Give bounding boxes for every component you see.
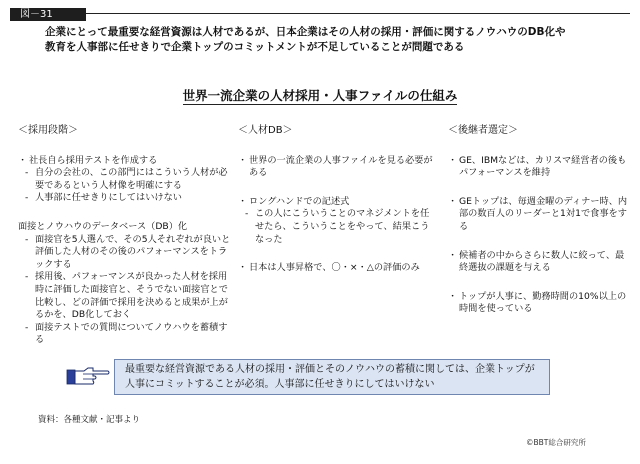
bullet-marker: - <box>245 208 249 220</box>
intro-line-2: 教育を人事部に任せきりで企業トップのコミットメントが不足していることが問題である <box>45 41 465 53</box>
bullet-group <box>448 155 628 180</box>
bullet-group <box>18 221 232 347</box>
list-item <box>18 322 232 347</box>
list-item <box>18 234 232 272</box>
pointing-hand-icon <box>66 364 110 388</box>
list-item-text: 自分の会社の、この部門にはこういう人材が必要であるという人材像を明確にする <box>35 167 228 191</box>
column-succession <box>448 125 628 323</box>
bullet-group <box>448 291 628 316</box>
header-rule <box>10 13 630 14</box>
bullet-marker: ・ <box>448 249 458 261</box>
list-item <box>448 250 628 275</box>
bullet-marker: ・ <box>238 195 248 207</box>
list-item <box>448 291 628 316</box>
bullet-marker: - <box>25 321 29 333</box>
list-item <box>238 208 434 246</box>
list-item-text: 面接官を5人選んで、その5人それぞれが良いと評価した人材のその後のパフォーマンスをトラックする <box>35 233 231 270</box>
bullet-group <box>238 262 434 275</box>
list-item-text: 面接テストでの質問についてノウハウを蓄積する <box>35 321 228 346</box>
column-header-succession: ＜後継者選定＞ <box>448 125 518 136</box>
list-item-text: 人事部に任せきりにしてはいけない <box>35 192 182 204</box>
bullet-group <box>448 196 628 234</box>
bullet-marker: ・ <box>448 195 458 207</box>
list-item-text: トップが人事に、勤務時間の10%以上の時間を使っている <box>459 290 627 315</box>
list-item-text: GE、IBMなどは、カリスマ経営者の後もパフォーマンスを維持 <box>459 154 627 179</box>
list-item-text: 日本は人事昇格で、〇・×・△の評価のみ <box>249 262 420 274</box>
bullet-marker: - <box>25 271 29 283</box>
conclusion-line-2: 人事にコミットすることが必須。人事部に任せきりにしてはいけない <box>125 378 435 390</box>
figure-label: 図－31 <box>10 8 86 21</box>
bullet-marker: ・ <box>448 154 458 166</box>
bullet-marker: ・ <box>18 154 28 166</box>
list-item <box>18 271 232 321</box>
bullet-marker: - <box>25 233 29 245</box>
copyright-note: ©BBT総合研究所 <box>526 438 586 447</box>
list-item-text: この人にこういうことのマネジメントを任せたら、こういうことをやって、結果こうなった <box>255 208 430 245</box>
list-item-text: 社長自ら採用テストを作成する <box>29 154 158 166</box>
intro-text <box>45 25 615 55</box>
list-item <box>238 262 434 275</box>
bullet-group <box>18 155 232 205</box>
conclusion-line-1: 最重要な経営資源である人材の採用・評価とそのノウハウの蓄積に関しては、企業トップが <box>125 364 535 375</box>
bullet-marker: ・ <box>238 154 248 166</box>
list-item-text: 世界の一流企業の人事ファイルを見る必要がある <box>249 154 433 179</box>
list-item-text: 候補者の中からさらに数人に絞って、最終選抜の課題を与える <box>459 249 625 274</box>
bullet-marker: - <box>25 192 29 204</box>
list-item-text: GEトップは、毎週金曜のディナー時、内部の数百人のリーダーと1対1で食事をする <box>459 195 628 232</box>
column-header-personnel-db: ＜人材DB＞ <box>238 125 293 136</box>
bullet-marker: - <box>25 167 29 179</box>
column-personnel-db <box>238 125 434 282</box>
conclusion-box <box>114 359 550 395</box>
bullet-group <box>238 155 434 180</box>
bullet-marker: ・ <box>448 290 458 302</box>
source-note: 資料：各種文献・記事より <box>38 415 141 425</box>
list-item <box>18 167 232 192</box>
bullet-marker: ・ <box>238 262 248 274</box>
list-item <box>448 196 628 234</box>
bullet-group <box>238 196 434 246</box>
page-title <box>0 86 640 104</box>
list-item-text: 採用後、パフォーマンスが良かった人材を採用時に評価した面接官と、そうでない面接官とで比較し、どの評価で採用を決めると成果が上がるかを、DB化しておく <box>35 271 228 321</box>
column-recruiting <box>18 125 232 354</box>
list-item <box>238 196 434 209</box>
column-header-recruiting: ＜採用段階＞ <box>18 125 78 136</box>
bullet-group <box>448 250 628 275</box>
page-title-text: 世界一流企業の人材採用・人事ファイルの仕組み <box>182 88 458 103</box>
intro-line-1: 企業にとって最重要な経営資源は人材であるが、日本企業はその人材の採用・評価に関するノウハウのDB化や <box>45 26 566 38</box>
list-item <box>18 155 232 168</box>
list-item <box>238 155 434 180</box>
list-item <box>448 155 628 180</box>
list-item <box>18 192 232 205</box>
section-subheading: 面接とノウハウのデータベース（DB）化 <box>18 220 188 232</box>
list-item-text: ロングハンドでの記述式 <box>249 195 350 207</box>
